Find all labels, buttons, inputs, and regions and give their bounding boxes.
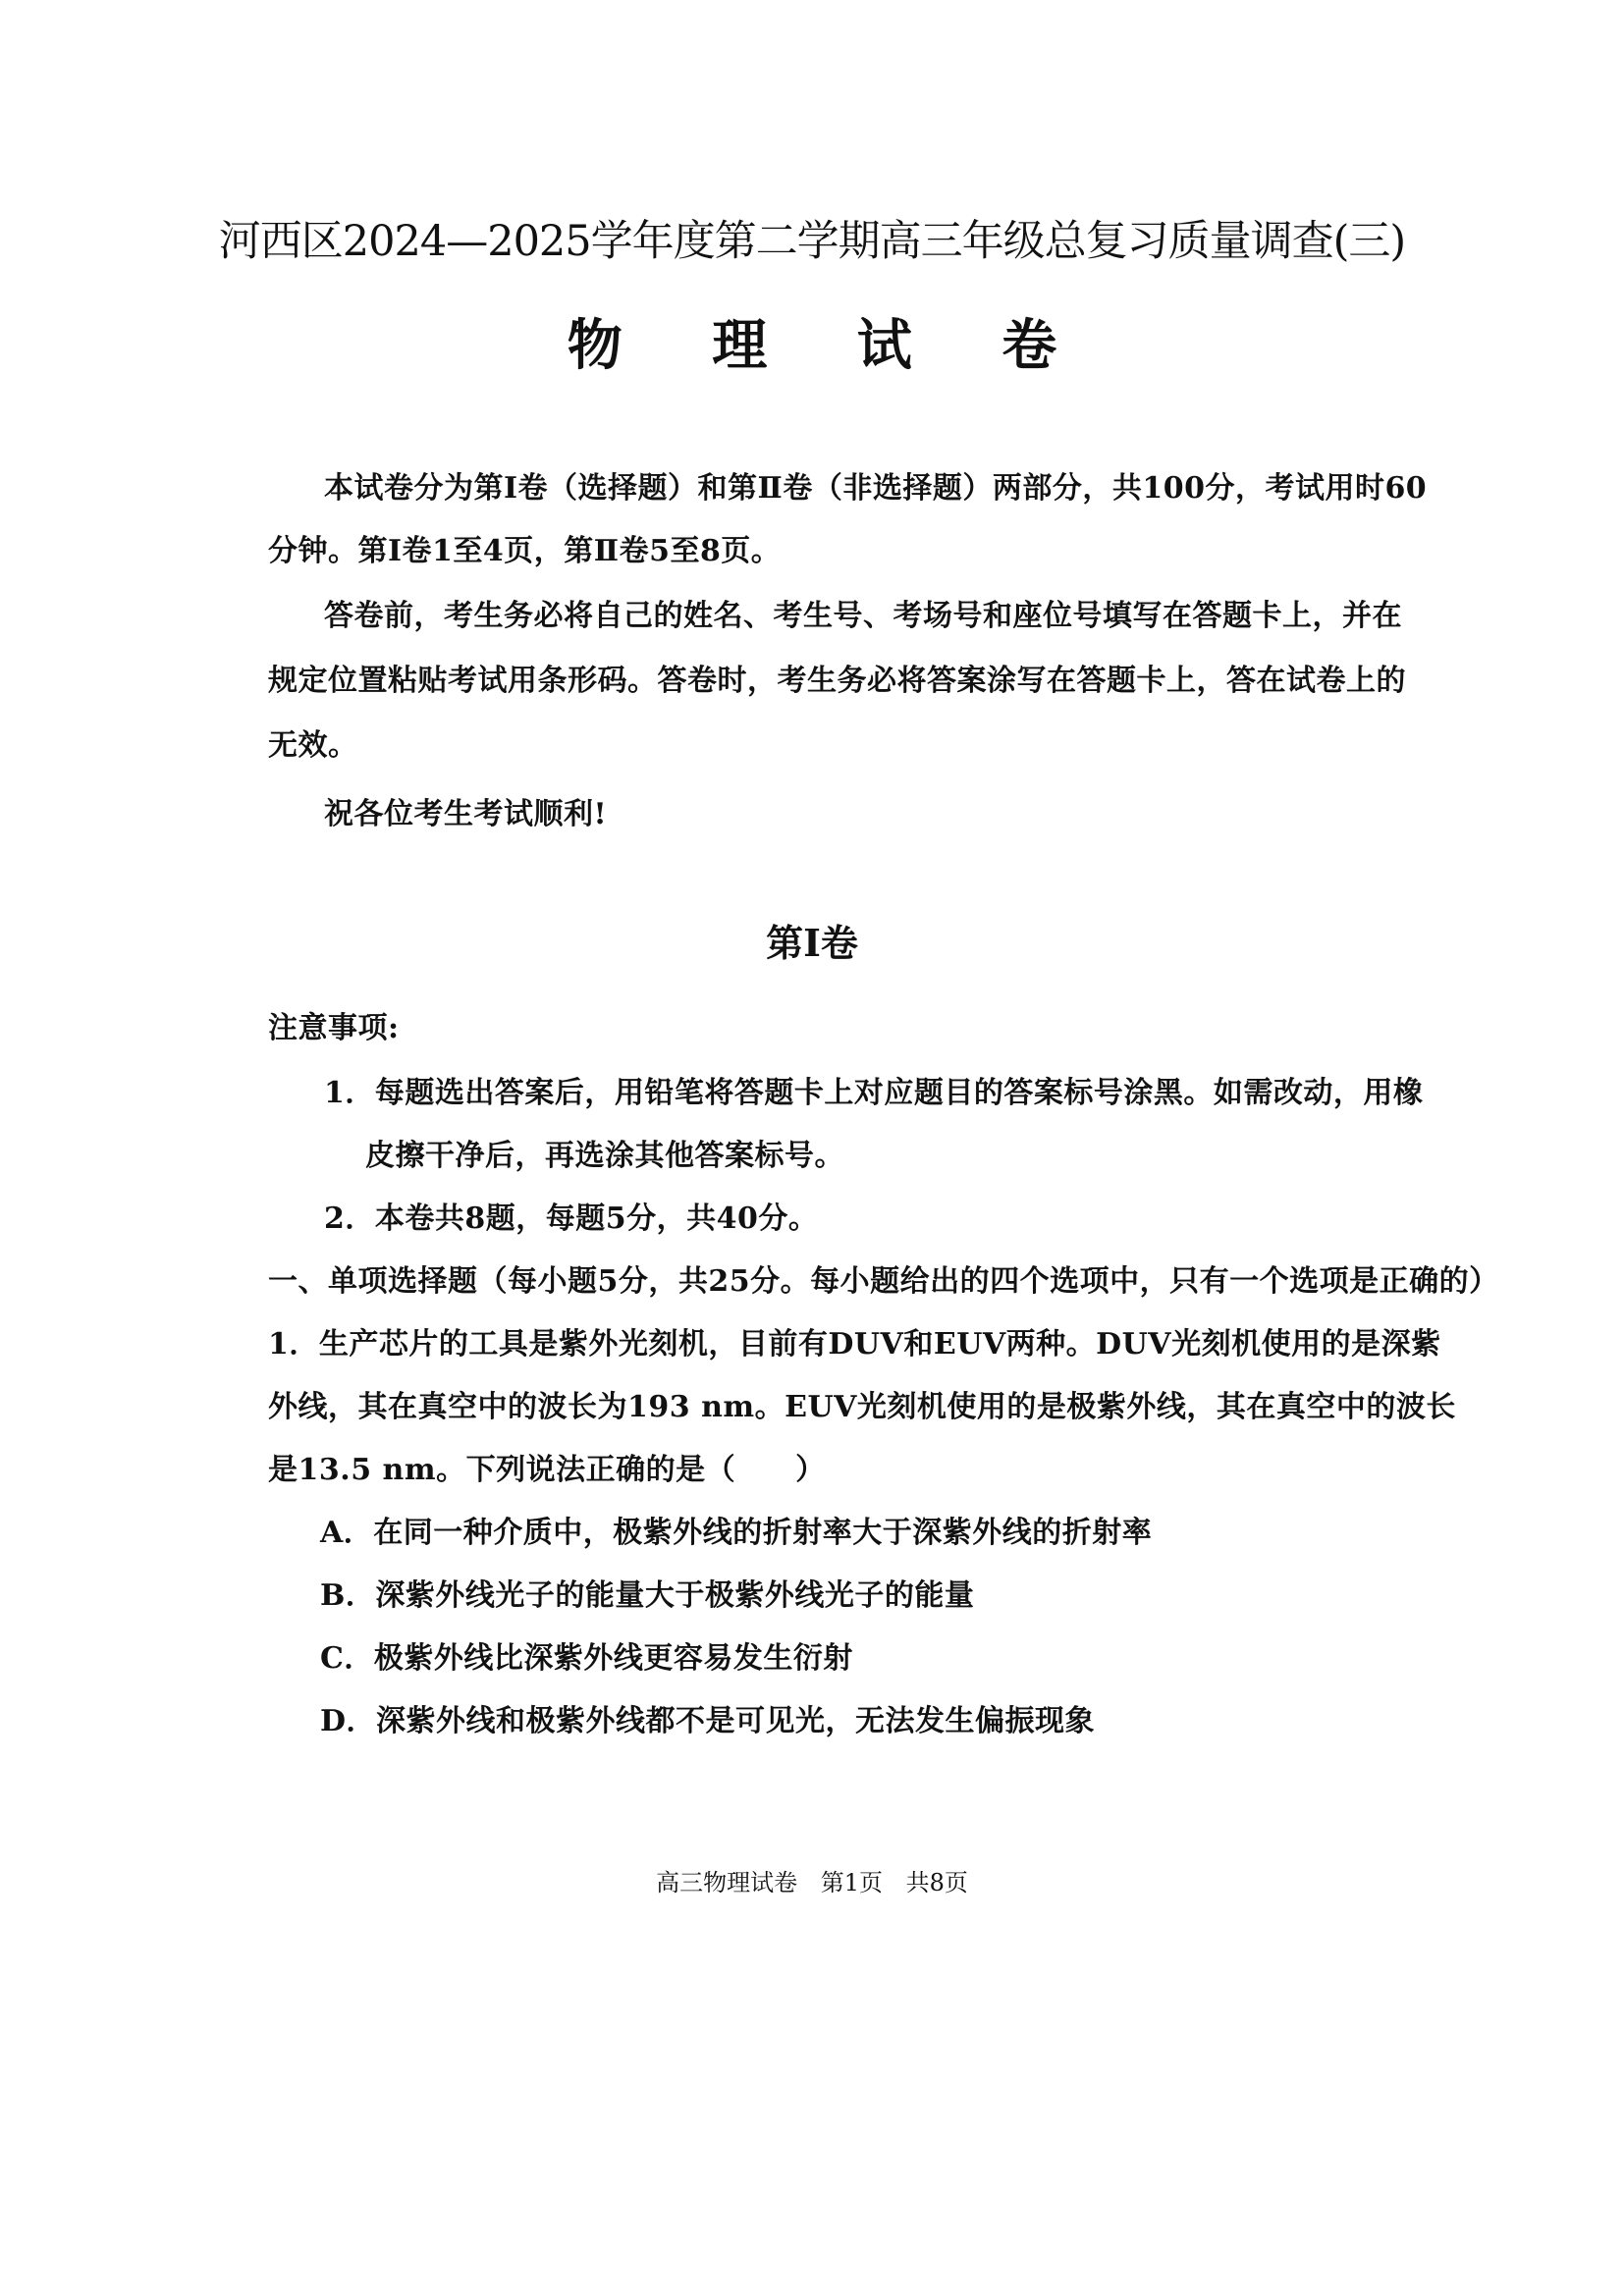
question-1-option-c: C．极紫外线比深紫外线更容易发生衍射 — [320, 1641, 853, 1676]
footer-subject: 高三物理试卷 — [656, 1869, 798, 1896]
question-1-stem-line-3: 是13.5 nm。下列说法正确的是（ ） — [268, 1453, 826, 1487]
notice-item-1-line-2: 皮擦干净后，再选涂其他答案标号。 — [365, 1139, 844, 1173]
notice-item-1-line-1: 1．每题选出答案后，用铅笔将答题卡上对应题目的答案标号涂黑。如需改动，用橡 — [324, 1076, 1424, 1110]
part-heading: 一、单项选择题（每小题5分，共25分。每小题给出的四个选项中，只有一个选项是正确的） — [268, 1264, 1499, 1299]
intro-paragraph-2-line-3: 无效。 — [268, 728, 358, 763]
question-1-stem-line-1: 1．生产芯片的工具是紫外光刻机，目前有DUV和EUV两种。DUV光刻机使用的是深紫 — [268, 1327, 1441, 1362]
question-1-option-d: D．深紫外线和极紫外线都不是可见光，无法发生偏振现象 — [320, 1704, 1096, 1738]
footer-page-number: 第1页 — [820, 1869, 883, 1896]
question-1-option-b: B．深紫外线光子的能量大于极紫外线光子的能量 — [320, 1578, 975, 1613]
exam-header-title: 河西区2024—2025学年度第二学期高三年级总复习质量调查(三) — [218, 217, 1406, 266]
subject-title: 物 理 试 卷 — [567, 313, 1093, 378]
question-1-stem-line-2: 外线，其在真空中的波长为193 nm。EUV光刻机使用的是极紫外线，其在真空中的波长 — [268, 1390, 1456, 1424]
question-1-option-a: A．在同一种介质中，极紫外线的折射率大于深紫外线的折射率 — [320, 1516, 1153, 1550]
notice-item-2: 2．本卷共8题，每题5分，共40分。 — [324, 1201, 819, 1236]
notice-heading: 注意事项: — [268, 1011, 400, 1045]
good-luck-text: 祝各位考生考试顺利! — [324, 797, 608, 831]
section-title: 第Ⅰ卷 — [766, 921, 858, 965]
intro-paragraph-1-line-1: 本试卷分为第Ⅰ卷（选择题）和第Ⅱ卷（非选择题）两部分，共100分，考试用时60 — [324, 471, 1428, 506]
intro-paragraph-2-line-2: 规定位置粘贴考试用条形码。答卷时，考生务必将答案涂写在答题卡上，答在试卷上的 — [268, 664, 1406, 698]
page-footer — [0, 1863, 1624, 1897]
footer-total-pages: 共8页 — [905, 1869, 968, 1896]
intro-paragraph-1-line-2: 分钟。第Ⅰ卷1至4页，第Ⅱ卷5至8页。 — [268, 534, 782, 568]
intro-paragraph-2-line-1: 答卷前，考生务必将自己的姓名、考生号、考场号和座位号填写在答题卡上，并在 — [324, 599, 1402, 633]
